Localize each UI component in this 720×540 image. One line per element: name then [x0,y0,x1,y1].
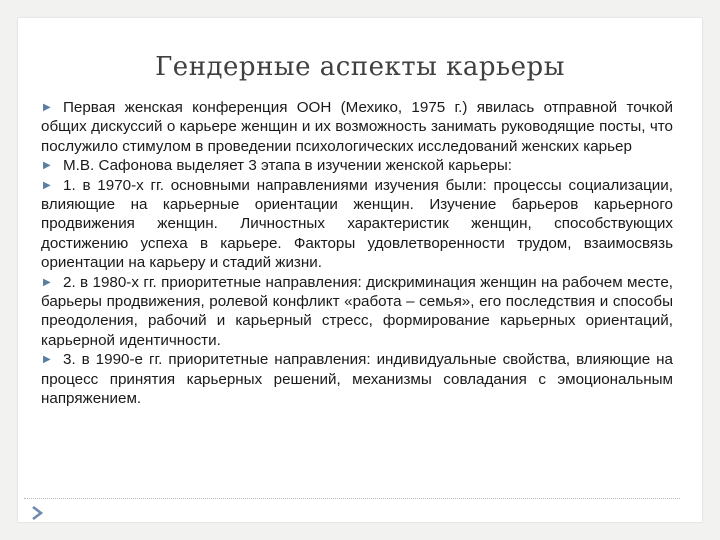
bullet-paragraph [41,273,673,351]
triangle-right-icon: ▶ [43,276,51,288]
paragraph-text: 1. в 1970-х гг. основными направлениями изучения были: процессы социализации, влияющие на карьерные ориентации женщин. Изучение барьеров карьерного продвижения женщин. Личностных характеристик женщин, способствующих достижению успеха в карьере. Факторы удовлетворенности трудом, взаимосвязь ориентации на карьеру и стадий жизни. [41,176,673,272]
triangle-right-icon: ▶ [43,354,51,366]
bullet-paragraph [41,98,673,156]
bullet-paragraph [41,176,673,273]
slide-body [41,98,673,409]
paragraph-text: Первая женская конференция ООН (Мехико, 1975 г.) явилась отправной точкой общих дискуссий о карьере женщин и их возможность занимать руководящие посты, что послужило стимулом в проведении психологических исследований женских карьер [41,99,673,155]
triangle-right-icon: ▶ [43,179,51,191]
nav-arrow-icon[interactable] [30,506,44,520]
bullet-paragraph [41,156,673,175]
footer-divider [24,498,680,499]
paragraph-text: М.В. Сафонова выделяет 3 этапа в изучении женской карьеры: [63,157,513,175]
triangle-right-icon: ▶ [43,102,51,113]
triangle-right-icon: ▶ [43,160,51,172]
bullet-paragraph [41,350,673,408]
paragraph-text: 3. в 1990-е гг. приоритетные направления: индивидуальные свойства, влияющие на процесс принятия карьерных решений, механизмы совладания с эмоциональным напряжением. [41,351,673,408]
slide-title: Гендерные аспекты карьеры [155,52,565,82]
paragraph-text: 2. в 1980-х гг. приоритетные направления: дискриминация женщин на рабочем месте, барьеры продвижения, ролевой конфликт «работа – семья», его последствия и способы преодоления, рабочий и карьерный стресс, формирование карьерных ориентаций, карьерной идентичности. [41,273,673,349]
